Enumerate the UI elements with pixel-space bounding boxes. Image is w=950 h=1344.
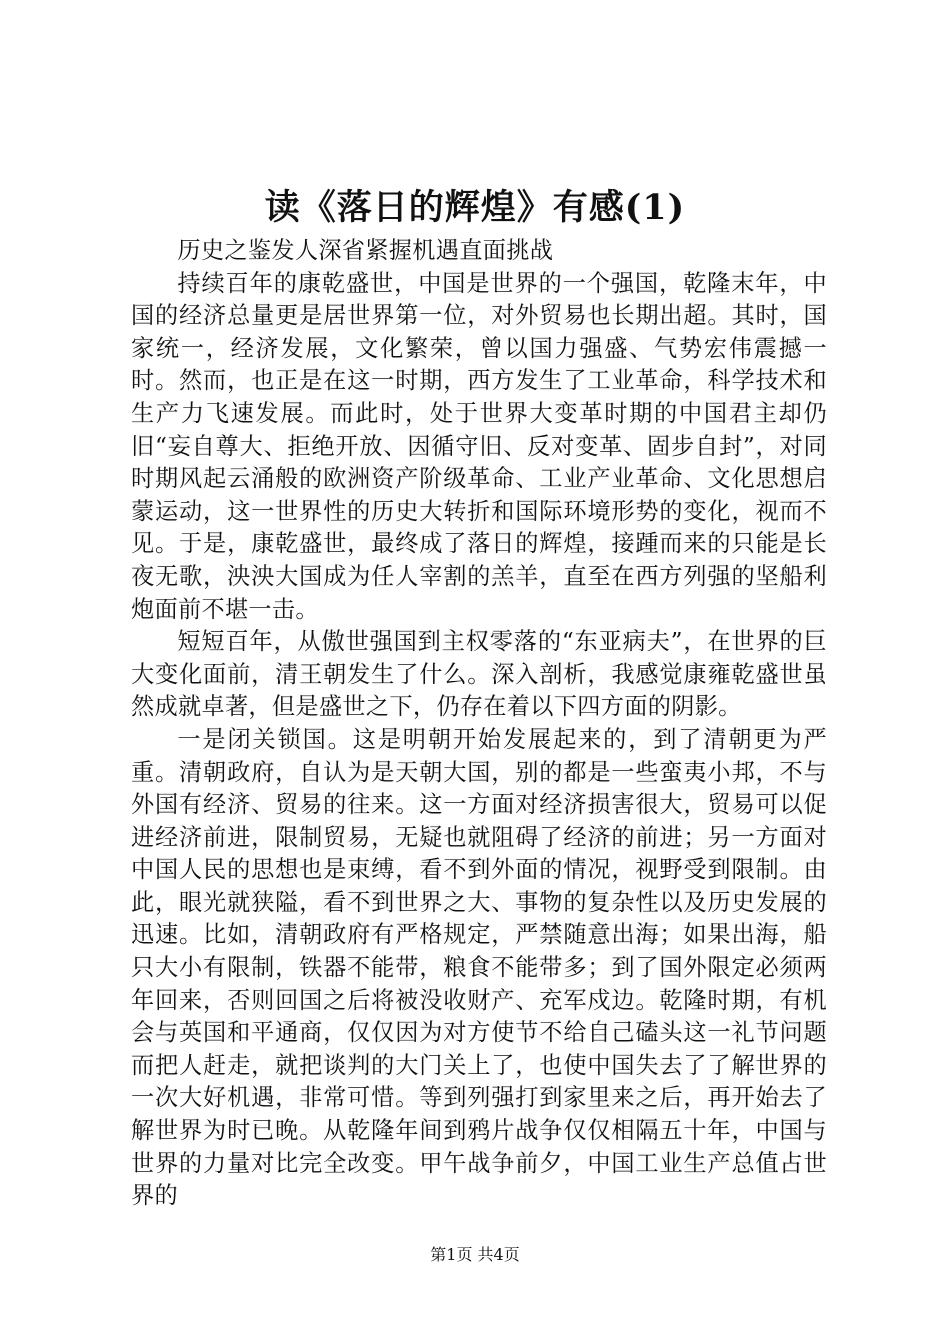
document-body — [131, 235, 827, 1213]
body-paragraph: 一是闭关锁国。这是明朝开始发展起来的，到了清朝更为严重。清朝政府，自认为是天朝大国，别的都是一些蛮夷小邦，不与外国有经济、贸易的往来。这一方面对经济损害很大，贸易可以促进经济前进，限制贸易，无疑也就阻碍了经济的前进；另一方面对中国人民的思想也是束缚，看不到外面的情况，视野受到限制。由此，眼光就狭隘，看不到世界之大、事物的复杂性以及历史发展的迅速。比如，清朝政府有严格规定，严禁随意出海；如果出海，船只大小有限制，铁器不能带，粮食不能带多；到了国外限定必须两年回来，否则回国之后将被没收财产、充军戍边。乾隆时期，有机会与英国和平通商，仅仅因为对方使节不给自己磕头这一礼节问题而把人赶走，就把谈判的大门关上了，也使中国失去了了解世界的一次大好机遇，非常可惜。等到列强打到家里来之后，再开始去了解世界为时已晚。从乾隆年间到鸦片战争仅仅相隔五十年，中国与世界的力量对比完全改变。甲午战争前夕，中国工业生产总值占世界的 — [131, 725, 827, 1210]
document-title: 读《落日的辉煌》有感(1) — [264, 187, 686, 228]
body-paragraph: 持续百年的康乾盛世，中国是世界的一个强国，乾隆末年，中国的经济总量更是居世界第一位，对外贸易也长期出超。其时，国家统一，经济发展，文化繁荣，曾以国力强盛、气势宏伟震撼一时。然而，也正是在这一时期，西方发生了工业革命，科学技术和生产力飞速发展。而此时，处于世界大变革时期的中国君主却仍旧“妄自尊大、拒绝开放、因循守旧、反对变革、固步自封”，对同时期风起云涌般的欧洲资产阶级革命、工业产业革命、文化思想启蒙运动，这一世界性的历史大转折和国际环境形势的变化，视而不见。于是，康乾盛世，最终成了落日的辉煌，接踵而来的只能是长夜无歌，泱泱大国成为任人宰割的羔羊，直至在西方列强的坚船利炮面前不堪一击。 — [131, 269, 827, 623]
subtitle-paragraph: 历史之鉴发人深省紧握机遇直面挑战 — [177, 237, 554, 264]
page-footer: 第1页 共4页 — [430, 1245, 520, 1264]
body-paragraph: 短短百年，从傲世强国到主权零落的“东亚病夫”，在世界的巨大变化面前，清王朝发生了什么。深入剖析，我感觉康雍乾盛世虽然成就卓著，但是盛世之下，仍存在着以下四方面的阴影。 — [131, 628, 827, 721]
